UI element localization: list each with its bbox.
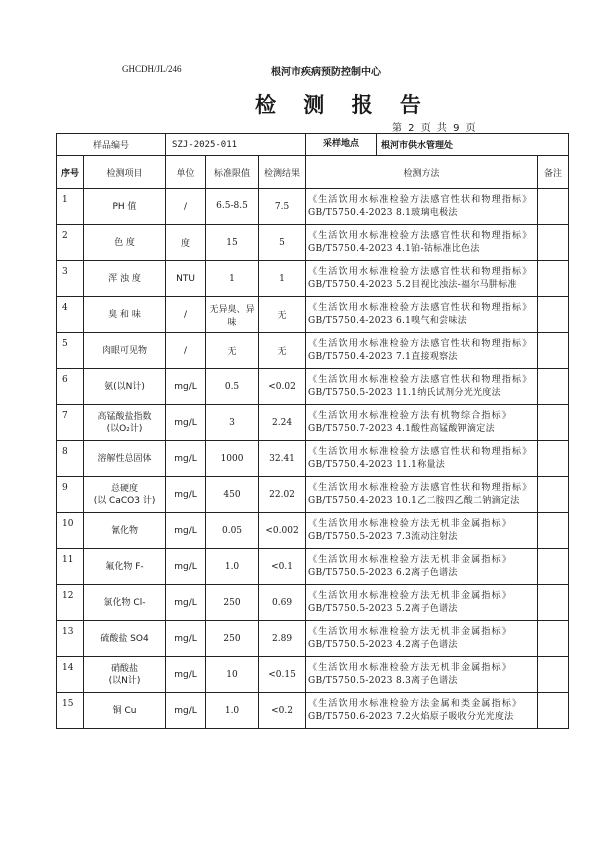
table-row	[57, 549, 569, 585]
row-unit: /	[166, 297, 206, 333]
table-row	[57, 693, 569, 729]
method-title: 《生活饮用水标准检验方法无机非金属指标》	[308, 662, 513, 673]
row-result: <0.02	[259, 369, 306, 405]
row-method	[306, 621, 538, 657]
row-limit: 0.05	[206, 513, 259, 549]
row-seq: 9	[57, 477, 84, 513]
method-title: 《生活饮用水标准检验方法无机非金属指标》	[308, 554, 513, 565]
row-limit: 15	[206, 225, 259, 261]
row-result: 7.5	[259, 189, 306, 225]
results-table	[56, 133, 569, 729]
row-note	[538, 225, 569, 261]
row-item: 氰化物	[84, 513, 166, 549]
row-result: 32.41	[259, 441, 306, 477]
method-standard: GB/T5750.4-2023 4.1铂-钴标准比色法	[308, 243, 480, 254]
table-header-row	[57, 156, 569, 189]
table-row	[57, 441, 569, 477]
col-header-unit: 单位	[166, 156, 206, 189]
method-title: 《生活饮用水标准检验方法无机非金属指标》	[308, 518, 513, 529]
sample-no-value: SZJ-2025-011	[166, 134, 306, 156]
row-unit: mg/L	[166, 657, 206, 693]
row-item: 高锰酸盐指数 (以O₂计)	[84, 405, 166, 441]
location-label: 采样地点	[306, 134, 377, 155]
table-row	[57, 513, 569, 549]
method-title: 《生活饮用水标准检验方法无机非金属指标》	[308, 590, 513, 601]
col-header-item: 检测项目	[84, 156, 166, 189]
table-row	[57, 585, 569, 621]
row-limit: 1.0	[206, 693, 259, 729]
table-row	[57, 189, 569, 225]
method-standard: GB/T5750.7-2023 4.1酸性高锰酸钾滴定法	[308, 423, 495, 434]
row-method	[306, 261, 538, 297]
row-seq: 8	[57, 441, 84, 477]
page-number: 第 2 页 共 9 页	[392, 123, 476, 134]
method-title: 《生活饮用水标准检验方法感官性状和物理指标》	[308, 374, 533, 385]
row-seq: 13	[57, 621, 84, 657]
row-note	[538, 693, 569, 729]
method-standard: GB/T5750.5-2023 4.2离子色谱法	[308, 639, 458, 650]
row-note	[538, 657, 569, 693]
row-result: 2.89	[259, 621, 306, 657]
table-row	[57, 369, 569, 405]
row-seq: 12	[57, 585, 84, 621]
row-seq: 4	[57, 297, 84, 333]
row-item: 氟化物 F-	[84, 549, 166, 585]
row-note	[538, 477, 569, 513]
method-title: 《生活饮用水标准检验方法金属和类金属指标》	[308, 698, 523, 709]
document-code: GHCDH/JL/246	[122, 64, 182, 74]
row-result: 2.24	[259, 405, 306, 441]
row-seq: 11	[57, 549, 84, 585]
row-method	[306, 225, 538, 261]
row-result: <0.002	[259, 513, 306, 549]
table-row	[57, 333, 569, 369]
sample-no-label: 样品编号	[57, 134, 166, 156]
row-unit: mg/L	[166, 621, 206, 657]
method-title: 《生活饮用水标准检验方法感官性状和物理指标》	[308, 446, 533, 457]
row-unit: mg/L	[166, 369, 206, 405]
method-title: 《生活饮用水标准检验方法无机非金属指标》	[308, 626, 513, 637]
col-header-limit: 标准限值	[206, 156, 259, 189]
row-unit: mg/L	[166, 585, 206, 621]
method-title: 《生活饮用水标准检验方法感官性状和物理指标》	[308, 482, 533, 493]
row-method	[306, 549, 538, 585]
row-item: 臭 和 味	[84, 297, 166, 333]
row-seq: 7	[57, 405, 84, 441]
method-standard: GB/T5750.4-2023 11.1称量法	[308, 459, 446, 470]
row-limit: 250	[206, 585, 259, 621]
method-standard: GB/T5750.4-2023 8.1玻璃电极法	[308, 207, 458, 218]
table-row	[57, 261, 569, 297]
row-limit: 10	[206, 657, 259, 693]
row-method	[306, 441, 538, 477]
row-unit: mg/L	[166, 693, 206, 729]
report-title: 检 测 报 告	[255, 93, 431, 117]
method-title: 《生活饮用水标准检验方法有机物综合指标》	[308, 410, 513, 421]
row-limit: 3	[206, 405, 259, 441]
table-row	[57, 225, 569, 261]
row-seq: 2	[57, 225, 84, 261]
row-method	[306, 657, 538, 693]
row-item: 肉眼可见物	[84, 333, 166, 369]
location-value: 根河市供水管理处	[381, 141, 454, 151]
row-result: <0.2	[259, 693, 306, 729]
row-note	[538, 549, 569, 585]
method-standard: GB/T5750.4-2023 10.1乙二胺四乙酸二钠滴定法	[308, 495, 520, 506]
method-title: 《生活饮用水标准检验方法感官性状和物理指标》	[308, 194, 533, 205]
table-row	[57, 657, 569, 693]
row-method	[306, 297, 538, 333]
row-method	[306, 585, 538, 621]
method-title: 《生活饮用水标准检验方法感官性状和物理指标》	[308, 338, 533, 349]
method-title: 《生活饮用水标准检验方法感官性状和物理指标》	[308, 230, 533, 241]
method-title: 《生活饮用水标准检验方法感官性状和物理指标》	[308, 302, 533, 313]
row-item: 氨(以N计)	[84, 369, 166, 405]
row-limit: 0.5	[206, 369, 259, 405]
row-unit: mg/L	[166, 477, 206, 513]
table-row	[57, 297, 569, 333]
row-limit: 250	[206, 621, 259, 657]
method-standard: GB/T5750.4-2023 7.1直接观察法	[308, 351, 458, 362]
row-unit: /	[166, 333, 206, 369]
row-seq: 14	[57, 657, 84, 693]
row-item: PH 值	[84, 189, 166, 225]
method-standard: GB/T5750.5-2023 11.1纳氏试剂分光光度法	[308, 387, 501, 398]
row-method	[306, 405, 538, 441]
row-item: 溶解性总固体	[84, 441, 166, 477]
row-item: 浑 浊 度	[84, 261, 166, 297]
row-limit: 450	[206, 477, 259, 513]
row-limit: 1000	[206, 441, 259, 477]
table-row	[57, 405, 569, 441]
row-method	[306, 513, 538, 549]
row-note	[538, 405, 569, 441]
row-item: 氯化物 Cl-	[84, 585, 166, 621]
row-item: 总硬度 (以 CaCO3 计)	[84, 477, 166, 513]
row-seq: 3	[57, 261, 84, 297]
row-limit: 1.0	[206, 549, 259, 585]
row-method	[306, 333, 538, 369]
row-result: 22.02	[259, 477, 306, 513]
row-result: <0.1	[259, 549, 306, 585]
method-standard: GB/T5750.5-2023 7.3流动注射法	[308, 531, 458, 542]
row-unit: mg/L	[166, 441, 206, 477]
row-item: 硝酸盐 (以N计)	[84, 657, 166, 693]
col-header-method: 检测方法	[306, 156, 538, 189]
row-seq: 1	[57, 189, 84, 225]
row-note	[538, 189, 569, 225]
method-title: 《生活饮用水标准检验方法感官性状和物理指标》	[308, 266, 533, 277]
row-unit: mg/L	[166, 405, 206, 441]
method-standard: GB/T5750.4-2023 5.2目视比浊法-福尔马肼标准	[308, 279, 517, 290]
row-note	[538, 369, 569, 405]
row-method	[306, 477, 538, 513]
row-note	[538, 513, 569, 549]
col-header-note: 备注	[538, 156, 569, 189]
row-result: 1	[259, 261, 306, 297]
row-result: <0.15	[259, 657, 306, 693]
row-limit: 6.5-8.5	[206, 189, 259, 225]
row-unit: /	[166, 189, 206, 225]
row-unit: mg/L	[166, 549, 206, 585]
row-seq: 10	[57, 513, 84, 549]
row-seq: 5	[57, 333, 84, 369]
row-unit: mg/L	[166, 513, 206, 549]
row-note	[538, 333, 569, 369]
row-result: 0.69	[259, 585, 306, 621]
row-note	[538, 261, 569, 297]
row-limit: 1	[206, 261, 259, 297]
sample-info-row	[57, 134, 569, 156]
organization-name: 根河市疾病预防控制中心	[271, 67, 381, 78]
row-unit: NTU	[166, 261, 206, 297]
row-seq: 6	[57, 369, 84, 405]
row-note	[538, 585, 569, 621]
row-note	[538, 621, 569, 657]
row-item: 铜 Cu	[84, 693, 166, 729]
table-row	[57, 621, 569, 657]
method-standard: GB/T5750.5-2023 8.3离子色谱法	[308, 675, 458, 686]
col-header-seq: 序号	[57, 156, 84, 189]
row-item: 硫酸盐 SO4	[84, 621, 166, 657]
row-note	[538, 441, 569, 477]
row-result: 无	[259, 297, 306, 333]
col-header-result: 检测结果	[259, 156, 306, 189]
row-item: 色 度	[84, 225, 166, 261]
row-note	[538, 297, 569, 333]
method-standard: GB/T5750.5-2023 5.2离子色谱法	[308, 603, 458, 614]
row-method	[306, 189, 538, 225]
table-row	[57, 477, 569, 513]
row-seq: 15	[57, 693, 84, 729]
row-limit: 无异臭、异味	[206, 297, 259, 333]
row-method	[306, 693, 538, 729]
row-method	[306, 369, 538, 405]
method-standard: GB/T5750.5-2023 6.2离子色谱法	[308, 567, 458, 578]
method-standard: GB/T5750.6-2023 7.2火焰原子吸收分光光度法	[308, 711, 514, 722]
row-result: 5	[259, 225, 306, 261]
row-limit: 无	[206, 333, 259, 369]
method-standard: GB/T5750.4-2023 6.1嗅气和尝味法	[308, 315, 467, 326]
row-unit: 度	[166, 225, 206, 261]
row-result: 无	[259, 333, 306, 369]
